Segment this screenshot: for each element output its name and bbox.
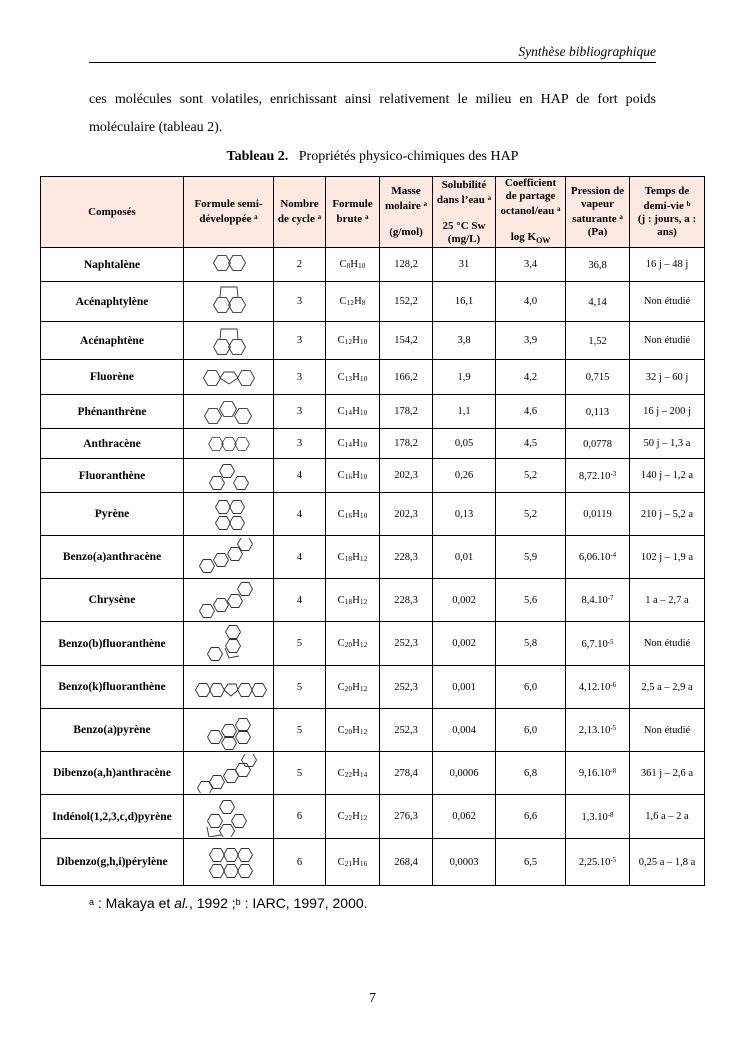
table-row [41, 248, 705, 282]
cell-cycles: 4 [274, 579, 326, 622]
cell-half-life: 1,6 a – 2 a [630, 795, 705, 839]
cell-vapour-pressure: $1,3.10^{-8}$ [566, 795, 630, 839]
cell-half-life: Non étudié [630, 709, 705, 752]
cell-vapour-pressure: $8,4.10^{-7}$ [566, 579, 630, 622]
cell-cycles: 6 [274, 839, 326, 886]
cell-log-kow: 5,6 [496, 579, 566, 622]
header-formula-semi: Formule semi-développée $^a$ [184, 177, 274, 248]
table-row [41, 536, 705, 579]
table-row [41, 622, 705, 666]
cell-cycles: 5 [274, 752, 326, 795]
cell-vapour-pressure: 0,0778 [566, 429, 630, 459]
header-half-life: Temps de demi-vie $^b$ (j : jours, a : ans) [630, 177, 705, 248]
caption-label: Tableau 2. [226, 149, 289, 164]
cell-vapour-pressure: $8,72.10^{-3}$ [566, 459, 630, 493]
cell-half-life: 32 j – 60 j [630, 360, 705, 395]
cell-log-kow: 6,5 [496, 839, 566, 886]
structure-drawing [187, 397, 271, 427]
cell-compound: Fluorène [41, 360, 184, 395]
cell-solubility: 31 [433, 248, 496, 282]
table-row [41, 752, 705, 795]
cell-molar-mass: 252,3 [380, 666, 433, 709]
cell-molar-mass: 154,2 [380, 322, 433, 360]
table-row [41, 282, 705, 322]
cell-formula: $C_{16}H_{10}$ [326, 493, 380, 536]
structure-drawing [187, 668, 271, 707]
cell-cycles: 3 [274, 322, 326, 360]
cell-compound: Naphtalène [41, 248, 184, 282]
cell-structure [184, 322, 274, 360]
cell-compound: Dibenzo(g,h,i)pérylène [41, 839, 184, 886]
cell-log-kow: 5,2 [496, 493, 566, 536]
cell-molar-mass: 178,2 [380, 395, 433, 429]
cell-molar-mass: 252,3 [380, 709, 433, 752]
cell-log-kow: 4,0 [496, 282, 566, 322]
table-row [41, 795, 705, 839]
cell-compound: Anthracène [41, 429, 184, 459]
cell-molar-mass: 278,4 [380, 752, 433, 795]
header-formula-raw: Formule brute $^a$ [326, 177, 380, 248]
paragraph-line-1: ces molécules sont volatiles, enrichissant ainsi relativement le milieu en HAP de fort poids [89, 92, 656, 107]
cell-formula: $C_8H_{10}$ [326, 248, 380, 282]
structure-drawing [187, 324, 271, 358]
cell-vapour-pressure: 1,52 [566, 322, 630, 360]
cell-structure [184, 839, 274, 886]
cell-compound: Phénanthrène [41, 395, 184, 429]
cell-compound: Benzo(a)anthracène [41, 536, 184, 579]
body-paragraph [89, 86, 656, 142]
cell-cycles: 5 [274, 666, 326, 709]
structure-drawing [187, 495, 271, 534]
cell-compound: Benzo(a)pyrène [41, 709, 184, 752]
structure-drawing [187, 797, 271, 837]
cell-cycles: 6 [274, 795, 326, 839]
cell-molar-mass: 268,4 [380, 839, 433, 886]
table-row [41, 429, 705, 459]
cell-formula: $C_{12}H_8$ [326, 282, 380, 322]
structure-drawing [187, 362, 271, 393]
cell-solubility: 0,002 [433, 579, 496, 622]
cell-formula: $C_{21}H_{16}$ [326, 839, 380, 886]
cell-structure [184, 536, 274, 579]
cell-log-kow: 6,0 [496, 666, 566, 709]
cell-log-kow: 3,9 [496, 322, 566, 360]
table-row [41, 709, 705, 752]
cell-structure [184, 666, 274, 709]
cell-vapour-pressure: 36,8 [566, 248, 630, 282]
cell-formula: $C_{20}H_{12}$ [326, 666, 380, 709]
cell-half-life: 1 a – 2,7 a [630, 579, 705, 622]
cell-solubility: 16,1 [433, 282, 496, 322]
cell-molar-mass: 228,3 [380, 579, 433, 622]
table-row [41, 322, 705, 360]
cell-molar-mass: 202,3 [380, 493, 433, 536]
paragraph-line-2: moléculaire (tableau 2). [89, 120, 223, 135]
cell-structure [184, 709, 274, 752]
cell-cycles: 4 [274, 536, 326, 579]
header-molar-mass: Masse molaire $^a$ (g/mol) [380, 177, 433, 248]
cell-formula: $C_{18}H_{12}$ [326, 536, 380, 579]
cell-formula: $C_{20}H_{12}$ [326, 709, 380, 752]
cell-vapour-pressure: 0,715 [566, 360, 630, 395]
cell-solubility: 0,05 [433, 429, 496, 459]
cell-log-kow: 5,8 [496, 622, 566, 666]
page-number: 7 [369, 991, 376, 1006]
cell-vapour-pressure: $2,25.10^{-5}$ [566, 839, 630, 886]
cell-cycles: 3 [274, 429, 326, 459]
cell-log-kow: 5,2 [496, 459, 566, 493]
cell-solubility: 0,13 [433, 493, 496, 536]
table-row [41, 395, 705, 429]
cell-structure [184, 795, 274, 839]
cell-formula: $C_{18}H_{12}$ [326, 579, 380, 622]
cell-half-life: Non étudié [630, 322, 705, 360]
footnote: $^a$ : Makaya et al., 1992 ;$^b$ : IARC, 1997, 2000. [89, 895, 368, 911]
cell-vapour-pressure: 0,113 [566, 395, 630, 429]
cell-solubility: 0,001 [433, 666, 496, 709]
cell-structure [184, 752, 274, 795]
cell-molar-mass: 166,2 [380, 360, 433, 395]
cell-cycles: 5 [274, 622, 326, 666]
table-header-row [41, 177, 705, 248]
cell-molar-mass: 178,2 [380, 429, 433, 459]
cell-vapour-pressure: 4,14 [566, 282, 630, 322]
cell-cycles: 2 [274, 248, 326, 282]
table-row [41, 459, 705, 493]
cell-half-life: 102 j – 1,9 a [630, 536, 705, 579]
header-rule [89, 62, 656, 63]
cell-compound: Benzo(b)fluoranthène [41, 622, 184, 666]
cell-formula: $C_{22}H_{14}$ [326, 752, 380, 795]
cell-log-kow: 6,6 [496, 795, 566, 839]
cell-molar-mass: 276,3 [380, 795, 433, 839]
cell-solubility: 0,0006 [433, 752, 496, 795]
cell-solubility: 1,9 [433, 360, 496, 395]
cell-cycles: 4 [274, 493, 326, 536]
cell-log-kow: 4,6 [496, 395, 566, 429]
cell-compound: Acénaphtylène [41, 282, 184, 322]
cell-compound: Indénol(1,2,3,c,d)pyrène [41, 795, 184, 839]
cell-molar-mass: 228,3 [380, 536, 433, 579]
cell-formula: $C_{13}H_{10}$ [326, 360, 380, 395]
caption-text: Propriétés physico-chimiques des HAP [298, 149, 519, 164]
table-row [41, 839, 705, 886]
cell-solubility: 0,26 [433, 459, 496, 493]
cell-log-kow: 6,0 [496, 709, 566, 752]
structure-drawing [187, 624, 271, 664]
cell-formula: $C_{20}H_{12}$ [326, 622, 380, 666]
header-compounds: Composés [41, 177, 184, 248]
cell-vapour-pressure: $4,12.10^{-6}$ [566, 666, 630, 709]
cell-half-life: Non étudié [630, 622, 705, 666]
structure-drawing [187, 841, 271, 884]
cell-structure [184, 360, 274, 395]
cell-vapour-pressure: $6,7.10^{-5}$ [566, 622, 630, 666]
cell-structure [184, 579, 274, 622]
cell-compound: Chrysène [41, 579, 184, 622]
cell-solubility: 0,002 [433, 622, 496, 666]
cell-solubility: 0,062 [433, 795, 496, 839]
table-row [41, 666, 705, 709]
cell-molar-mass: 252,3 [380, 622, 433, 666]
cell-solubility: 0,004 [433, 709, 496, 752]
cell-log-kow: 4,5 [496, 429, 566, 459]
cell-log-kow: 6,8 [496, 752, 566, 795]
cell-molar-mass: 202,3 [380, 459, 433, 493]
cell-formula: $C_{12}H_{10}$ [326, 322, 380, 360]
cell-cycles: 3 [274, 282, 326, 322]
cell-cycles: 3 [274, 395, 326, 429]
cell-half-life: 140 j – 1,2 a [630, 459, 705, 493]
cell-structure [184, 248, 274, 282]
cell-structure [184, 429, 274, 459]
cell-cycles: 5 [274, 709, 326, 752]
structure-drawing [187, 754, 271, 793]
cell-half-life: 50 j – 1,3 a [630, 429, 705, 459]
cell-formula: $C_{14}H_{10}$ [326, 395, 380, 429]
cell-half-life: 2,5 a – 2,9 a [630, 666, 705, 709]
cell-formula: $C_{14}H_{10}$ [326, 429, 380, 459]
header-vapour-pressure: Pression de vapeur saturante $^a$ (Pa) [566, 177, 630, 248]
cell-molar-mass: 152,2 [380, 282, 433, 322]
cell-half-life: 361 j – 2,6 a [630, 752, 705, 795]
table-row [41, 360, 705, 395]
cell-formula: $C_{22}H_{12}$ [326, 795, 380, 839]
table-row [41, 579, 705, 622]
cell-log-kow: 4,2 [496, 360, 566, 395]
cell-compound: Dibenzo(a,h)anthracène [41, 752, 184, 795]
cell-half-life: 16 j – 48 j [630, 248, 705, 282]
cell-solubility: 3,8 [433, 322, 496, 360]
structure-drawing [187, 538, 271, 577]
cell-vapour-pressure: $6,06.10^{-4}$ [566, 536, 630, 579]
cell-structure [184, 459, 274, 493]
cell-half-life: 210 j – 5,2 a [630, 493, 705, 536]
cell-compound: Acénaphtène [41, 322, 184, 360]
cell-vapour-pressure: $2,13.10^{-5}$ [566, 709, 630, 752]
cell-cycles: 3 [274, 360, 326, 395]
cell-structure [184, 395, 274, 429]
structure-drawing [187, 284, 271, 320]
cell-structure [184, 493, 274, 536]
cell-cycles: 4 [274, 459, 326, 493]
cell-vapour-pressure: $9,16.10^{-8}$ [566, 752, 630, 795]
running-header: Synthèse bibliographique [518, 44, 656, 59]
structure-drawing [187, 250, 271, 280]
cell-log-kow: 5,9 [496, 536, 566, 579]
cell-half-life: Non étudié [630, 282, 705, 322]
header-cycles: Nombre de cycle $^a$ [274, 177, 326, 248]
cell-compound: Fluoranthène [41, 459, 184, 493]
cell-structure [184, 622, 274, 666]
structure-drawing [187, 431, 271, 457]
cell-solubility: 1,1 [433, 395, 496, 429]
cell-compound: Benzo(k)fluoranthène [41, 666, 184, 709]
structure-drawing [187, 581, 271, 620]
cell-formula: $C_{16}H_{10}$ [326, 459, 380, 493]
structure-drawing [187, 461, 271, 491]
structure-drawing [187, 711, 271, 750]
cell-half-life: 0,25 a – 1,8 a [630, 839, 705, 886]
cell-vapour-pressure: 0,0119 [566, 493, 630, 536]
cell-molar-mass: 128,2 [380, 248, 433, 282]
header-solubility: Solubilité dans l’eau $^a$ 25 °C Sw (mg/L) [433, 177, 496, 248]
cell-half-life: 16 j – 200 j [630, 395, 705, 429]
table-row [41, 493, 705, 536]
hap-properties-table [40, 176, 705, 886]
cell-solubility: 0,0003 [433, 839, 496, 886]
header-kow: Coefficient de partage octanol/eau $^a$ $\log K_{OW}$ [496, 177, 566, 248]
cell-structure [184, 282, 274, 322]
cell-compound: Pyrène [41, 493, 184, 536]
cell-log-kow: 3,4 [496, 248, 566, 282]
table-caption [0, 149, 745, 165]
cell-solubility: 0,01 [433, 536, 496, 579]
